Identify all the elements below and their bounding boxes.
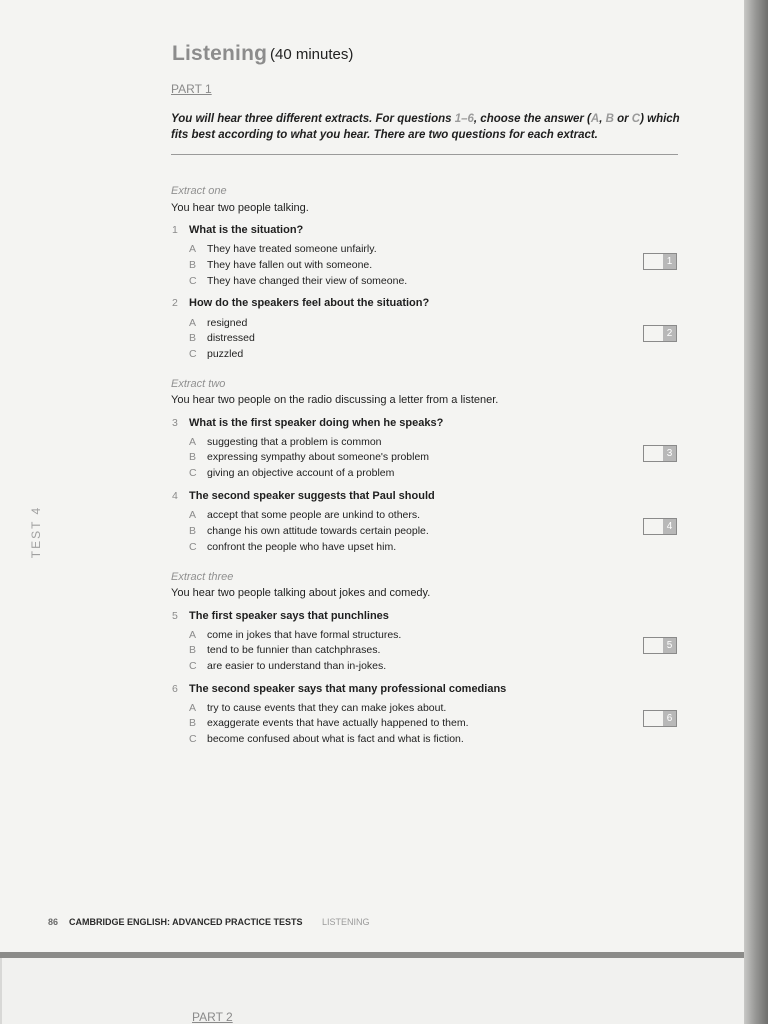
option-text: come in jokes that have formal structures.: [207, 629, 402, 641]
option-letter: C: [189, 541, 197, 553]
answer-box[interactable]: [643, 637, 677, 654]
separator: ,: [599, 113, 606, 125]
question-text: The second speaker says that many professional comedians: [189, 683, 507, 695]
answer-box[interactable]: [643, 445, 677, 462]
book-gutter: [744, 0, 768, 1024]
option-letter: C: [189, 275, 197, 287]
next-part-heading: PART 2: [192, 1010, 233, 1024]
option-letter-c: C: [631, 113, 641, 125]
divider: [171, 154, 678, 155]
answer-box[interactable]: [643, 710, 677, 727]
option-letter: A: [189, 629, 197, 641]
part-heading: PART 1: [171, 82, 212, 96]
option-text: confront the people who have upset him.: [207, 541, 397, 553]
answer-box-number: 2: [663, 326, 676, 341]
option-text: They have changed their view of someone.: [207, 275, 408, 287]
footer-book-title: CAMBRIDGE ENGLISH: ADVANCED PRACTICE TESTS: [69, 917, 303, 927]
instructions-line-2: fits best according to what you hear. There are two questions for each extract.: [171, 129, 598, 141]
option-letter: A: [189, 436, 197, 448]
option-text: resigned: [207, 317, 248, 329]
question-text: What is the first speaker doing when he speaks?: [189, 417, 444, 429]
option-letter: A: [189, 509, 197, 521]
extract-label: Extract two: [171, 378, 226, 390]
page-title: Listening: [172, 42, 268, 65]
option-text: They have treated someone unfairly.: [207, 243, 377, 255]
option-letter: A: [189, 317, 197, 329]
extract-label: Extract three: [171, 571, 234, 583]
option-letter: C: [189, 348, 197, 360]
option-letter: B: [189, 525, 197, 537]
option-text: exaggerate events that have actually happened to them.: [207, 717, 469, 729]
extract-label: Extract one: [171, 185, 227, 197]
footer-section: LISTENING: [322, 917, 370, 927]
option-letter: C: [189, 467, 197, 479]
option-letter: B: [189, 259, 197, 271]
duration-label: (40 minutes): [270, 46, 354, 63]
instructions-line-1: [171, 113, 680, 125]
question-number: 2: [172, 297, 178, 309]
option-letter: B: [189, 644, 197, 656]
option-text: puzzled: [207, 348, 244, 360]
option-text: try to cause events that they can make jokes about.: [207, 702, 447, 714]
question-number: 3: [172, 417, 178, 429]
question-text: What is the situation?: [189, 224, 304, 236]
instructions-text: You will hear three different extracts. For questions: [171, 113, 455, 125]
option-letter: A: [189, 702, 197, 714]
option-text: distressed: [207, 332, 255, 344]
answer-box[interactable]: [643, 325, 677, 342]
question-number: 4: [172, 490, 178, 502]
option-letter: C: [189, 660, 197, 672]
option-text: giving an objective account of a problem: [207, 467, 395, 479]
answer-box[interactable]: [643, 518, 677, 535]
answer-box-number: 5: [663, 638, 676, 653]
test-side-label: TEST 4: [29, 505, 43, 559]
option-text: They have fallen out with someone.: [207, 259, 373, 271]
answer-box-number: 4: [663, 519, 676, 534]
instructions-text: , choose the answer (: [473, 113, 591, 125]
option-text: tend to be funnier than catchphrases.: [207, 644, 381, 656]
option-text: change his own attitude towards certain people.: [207, 525, 429, 537]
option-letter: B: [189, 451, 197, 463]
question-text: How do the speakers feel about the situation?: [189, 297, 430, 309]
extract-context: You hear two people talking about jokes and comedy.: [171, 587, 431, 599]
instructions-text: ) which: [640, 113, 680, 125]
option-text: accept that some people are unkind to others.: [207, 509, 421, 521]
option-letter-a: A: [590, 113, 600, 125]
question-text: The first speaker says that punchlines: [189, 610, 389, 622]
option-letter: B: [189, 717, 197, 729]
question-number: 5: [172, 610, 178, 622]
question-text: The second speaker suggests that Paul should: [189, 490, 435, 502]
question-number: 6: [172, 683, 178, 695]
option-text: become confused about what is fact and what is fiction.: [207, 733, 464, 745]
option-text: expressing sympathy about someone's problem: [207, 451, 430, 463]
answer-box[interactable]: [643, 253, 677, 270]
option-letter: A: [189, 243, 197, 255]
option-letter: B: [189, 332, 197, 344]
next-page: [0, 958, 744, 1024]
option-letter: C: [189, 733, 197, 745]
page-number: 86: [48, 917, 59, 927]
separator: or: [613, 113, 632, 125]
answer-box-number: 3: [663, 446, 676, 461]
option-letter-b: B: [605, 113, 614, 125]
option-text: suggesting that a problem is common: [207, 436, 382, 448]
question-range: 1–6: [454, 113, 474, 125]
extract-context: You hear two people talking.: [171, 202, 309, 214]
question-number: 1: [172, 224, 178, 236]
option-text: are easier to understand than in-jokes.: [207, 660, 387, 672]
answer-box-number: 6: [663, 711, 676, 726]
extract-context: You hear two people on the radio discussing a letter from a listener.: [171, 394, 499, 406]
answer-box-number: 1: [663, 254, 676, 269]
